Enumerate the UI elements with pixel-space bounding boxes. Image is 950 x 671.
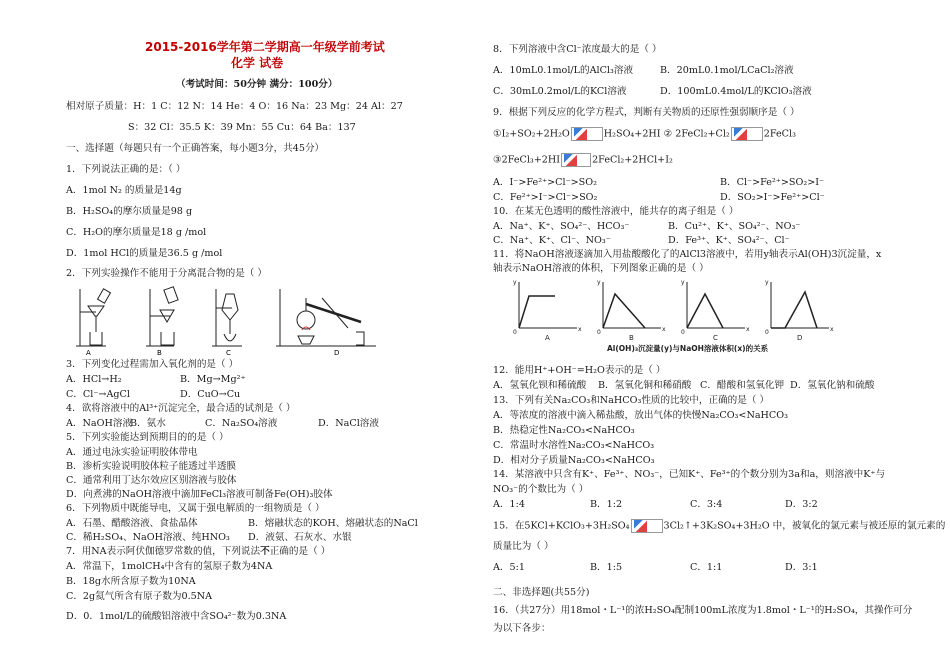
q8-stem: 8．下列溶液中含Cl⁻浓度最大的是（ ）: [493, 44, 662, 55]
atomic-mass-line-1: 相对原子质量：H：1 C：12 N：14 He：4 O：16 Na：23 Mg：24 Al：27: [66, 101, 403, 112]
q15-equals-image: [631, 519, 663, 533]
q9-equals-image-1: [571, 127, 603, 141]
q11-graph-label-c: C: [713, 334, 718, 342]
q3-option-a: A．HCl→H₂: [66, 374, 122, 385]
q3-stem: 3．下列变化过程需加入氧化剂的是（ ）: [66, 359, 239, 370]
q15-line-1-pre: 15．在5KCl+KClO₃+3H₂SO₄: [493, 520, 630, 532]
q13-option-d: D．相对分子质量Na₂CO₃<NaHCO₃: [493, 455, 655, 466]
q11-axis-x-d: x: [830, 326, 834, 333]
q9-option-a: A．I⁻>Fe²⁺>Cl⁻>SO₂: [493, 177, 597, 188]
q16-line-2: 为以下各步：: [493, 623, 551, 634]
q4-option-a: A．NaOH溶液: [66, 418, 133, 429]
q11-origin-d: 0: [765, 329, 769, 336]
q15-line-1-post: 3Cl₂↑+3K₂SO₄+3H₂O 中，被氧化的氯元素与被还原的氯元素的: [663, 520, 946, 532]
q4-stem: 4．欲将溶液中的Al³⁺沉淀完全，最合适的试剂是（ ）: [66, 403, 296, 414]
q11-line-1: 11．将NaOH溶液逐滴加入用盐酸酸化了的AlCl3溶液中，若用y轴表示Al(OH)3沉淀量，x: [493, 249, 882, 260]
q9-reaction-1-right: H₂SO₄+2HI: [603, 128, 661, 140]
q8-option-a: A．10mL0.1mol/L的AlCl₃溶液: [493, 65, 634, 76]
q14-line-1: 14．某溶液中只含有K⁺、Fe³⁺、NO₃⁻，已知K⁺、Fe³⁺的个数分别为3a和a，则溶液中K⁺与: [493, 469, 886, 480]
q2-label-a: A: [86, 349, 91, 356]
q3-option-c: C．Cl⁻→AgCl: [66, 389, 130, 400]
q2-label-d: D: [334, 349, 340, 356]
q10-option-b: B．Cu²⁺、K⁺、SO₄²⁻、NO₃⁻: [668, 221, 801, 232]
q11-origin-b: 0: [597, 329, 601, 336]
q11-graph-label-d: D: [797, 334, 803, 342]
broken-image-icon: [634, 520, 647, 532]
q12-stem: 12．能用H⁺+OH⁻=H₂O表示的是（ ）: [493, 365, 666, 376]
q11-origin-c: 0: [681, 329, 685, 336]
q9-reaction-3-right: 2FeCl₂+2HCl+I₂: [592, 154, 673, 166]
q1-option-b: B．H₂SO₄的摩尔质量是98 g: [66, 206, 193, 217]
q9-option-b: B．Cl⁻>Fe²⁺>SO₂>I⁻: [720, 177, 825, 188]
q14-option-d: D．3:2: [785, 499, 818, 510]
q11-graphs: [505, 276, 845, 354]
q12-option-a: A．氢氧化钡和稀硫酸: [493, 380, 587, 391]
q12-option-c: C．醋酸和氢氧化钾: [700, 380, 785, 391]
q2-stem: 2．下列实验操作不能用于分离混合物的是（ ）: [66, 268, 268, 279]
q4-option-b: B．氨水: [130, 418, 166, 429]
q13-option-a: A．等浓度的溶液中滴入稀盐酸，放出气体的快慢Na₂CO₃<NaHCO₃: [493, 410, 788, 421]
q12-option-b: B．氢氧化铜和稀硝酸: [598, 380, 692, 391]
q11-axis-y-b: y: [597, 279, 601, 286]
q1-stem: 1．下列说法正确的是：（ ）: [66, 164, 186, 175]
q9-reaction-1-left: ①I₂+SO₂+2H₂O: [493, 128, 570, 140]
q8-option-c: C．30mL0.2mol/L的KCl溶液: [493, 86, 627, 97]
q14-option-c: C．3:4: [690, 499, 723, 510]
q11-graph-label-a: A: [545, 334, 550, 342]
q4-option-d: D．NaCl溶液: [318, 418, 379, 429]
q7-stem: [66, 546, 330, 558]
q5-option-b: B．渗析实验说明胶体粒子能透过半透膜: [66, 461, 237, 472]
q9-option-d: D．SO₂>I⁻>Fe²⁺>Cl⁻: [720, 192, 825, 203]
q11-axis-y-a: y: [513, 279, 517, 286]
q14-option-a: A．1:4: [493, 499, 525, 510]
q6-option-c: C．稀H₂SO₄、NaOH溶液、纯HNO₃: [66, 532, 230, 543]
exam-title: 2015-2016学年第二学期高一年级学前考试: [145, 40, 385, 54]
q15-option-a: A．5:1: [493, 562, 525, 573]
q11-graph-label-b: B: [629, 334, 634, 342]
q8-option-b: B．20mL0.1mol/LCaCl₂溶液: [660, 65, 794, 76]
q10-option-c: C．Na⁺、K⁺、Cl⁻、NO₃⁻: [493, 235, 611, 246]
q13-option-b: B．热稳定性Na₂CO₃<NaHCO₃: [493, 425, 635, 436]
q11-origin-a: 0: [513, 329, 517, 336]
exam-subtitle: 化学 试卷: [231, 56, 284, 70]
q15-line-2: 质量比为（ ）: [493, 541, 554, 552]
q9-stem: 9．根据下列反应的化学方程式，判断有关物质的还原性强弱顺序是（ ）: [493, 107, 800, 118]
q1-option-c: C．H₂O的摩尔质量是18 g /mol: [66, 227, 207, 238]
q7-stem-pre: 7．用NA表示阿伏伽德罗常数的值，下列说法: [66, 546, 261, 557]
q7-stem-post: 正确的是（ ）: [269, 546, 331, 557]
q10-option-a: A．Na⁺、K⁺、SO₄²⁻、HCO₃⁻: [493, 221, 630, 232]
q11-axis-y-c: y: [681, 279, 685, 286]
q14-line-2: NO₃⁻的个数比为（ ）: [493, 484, 589, 495]
broken-image-icon: [574, 128, 587, 140]
q1-option-a: A．1mol N₂ 的质量是14g: [66, 185, 182, 196]
q3-option-b: B．Mg→Mg²⁺: [180, 374, 246, 385]
q2-label-c: C: [226, 349, 231, 356]
q9-equals-image-3: [561, 153, 591, 167]
q13-stem: 13．下列有关Na₂CO₃和NaHCO₃性质的比较中，正确的是（ ）: [493, 395, 770, 406]
q9-reaction-3-left: ③2FeCl₃+2HI: [493, 154, 561, 166]
q12-option-d: D．氢氧化钠和硫酸: [790, 380, 875, 391]
q11-axis-x-b: x: [662, 326, 666, 333]
q7-option-a: A．常温下，1molCH₄中含有的氢原子数为4NA: [66, 561, 273, 572]
q2-label-b: B: [157, 349, 162, 356]
q11-axis-y-d: y: [765, 279, 769, 286]
section-1-heading: 一、选择题（每题只有一个正确答案，每小题3分，共45分）: [66, 143, 325, 154]
q10-stem: 10．在某无色透明的酸性溶液中，能共存的离子组是（ ）: [493, 206, 739, 217]
q5-option-d: D．向煮沸的NaOH溶液中滴加FeCl₃溶液可制备Fe(OH)₃胶体: [66, 489, 333, 500]
q13-option-c: C．常温时水溶性Na₂CO₃<NaHCO₃: [493, 440, 655, 451]
q16-line-1: 16．（共27分）用18mol・L⁻¹的浓H₂SO₄配制100mL浓度为1.8mol・L⁻¹的H₂SO₄，其操作可分: [493, 605, 913, 616]
q15-option-d: D．3:1: [785, 562, 818, 573]
broken-image-icon: [734, 128, 747, 140]
q7-option-d: D．0．1mol/L的硫酸铝溶液中含SO₄²⁻数为0.3NA: [66, 611, 287, 622]
q9-reaction-3: [493, 153, 673, 167]
q11-axis-x-c: x: [746, 326, 750, 333]
q11-caption: Al(OH)₃沉淀量(y)与NaOH溶液体积(x)的关系: [607, 344, 769, 353]
q4-option-c: C．Na₂SO₄溶液: [205, 418, 278, 429]
q6-option-b: B．熔融状态的KOH、熔融状态的NaCl: [248, 518, 418, 529]
q7-stem-emphasis: 不: [260, 546, 270, 557]
q11-line-2: 轴表示NaOH溶液的体积，下列图象正确的是（ ）: [493, 263, 709, 274]
q3-option-d: D．CuO→Cu: [180, 389, 241, 400]
q9-reaction-2-left: ② 2FeCl₂+Cl₂: [663, 128, 730, 140]
q7-option-c: C．2g氦气所含有原子数为0.5NA: [66, 591, 213, 602]
q5-option-a: A．通过电泳实验证明胶体带电: [66, 447, 198, 458]
q7-option-b: B．18g水所含原子数为10NA: [66, 576, 196, 587]
q6-option-d: D．液氨、石灰水、水银: [248, 532, 352, 543]
q10-option-d: D．Fe³⁺、K⁺、SO₄²⁻、Cl⁻: [668, 235, 790, 246]
q8-option-d: D．100mL0.4mol/L的KClO₃溶液: [660, 86, 812, 97]
broken-image-icon: [564, 154, 577, 166]
q6-option-a: A．石墨、醋酸溶液、食盐晶体: [66, 518, 198, 529]
q15-option-b: B．1:5: [590, 562, 623, 573]
q1-option-d: D．1mol HCl的质量是36.5 g /mol: [66, 248, 223, 259]
q9-reaction-2-right: 2FeCl₃: [763, 128, 796, 140]
q9-equals-image-2: [731, 127, 763, 141]
q14-option-b: B．1:2: [590, 499, 623, 510]
atomic-mass-line-2: S：32 Cl：35.5 K：39 Mn：55 Cu：64 Ba：137: [128, 122, 356, 133]
exam-info: （考试时间：50分钟 满分：100分）: [176, 79, 338, 90]
q15-line-1: [493, 519, 945, 533]
q9-option-c: C．Fe²⁺>I⁻>Cl⁻>SO₂: [493, 192, 598, 203]
q11-axis-x-a: x: [578, 326, 582, 333]
q6-stem: 6．下列物质中既能导电，又属于强电解质的一组物质是（ ）: [66, 503, 325, 514]
q5-option-c: C．通常利用丁达尔效应区别溶液与胶体: [66, 475, 237, 486]
q2-apparatus-figure: [66, 284, 386, 356]
q15-option-c: C．1:1: [690, 562, 723, 573]
q9-reactions-1-2: [493, 127, 796, 141]
section-2-heading: 二、非选择题(共55分): [493, 587, 590, 598]
q5-stem: 5．下列实验能达到预期目的的是（ ）: [66, 432, 229, 443]
